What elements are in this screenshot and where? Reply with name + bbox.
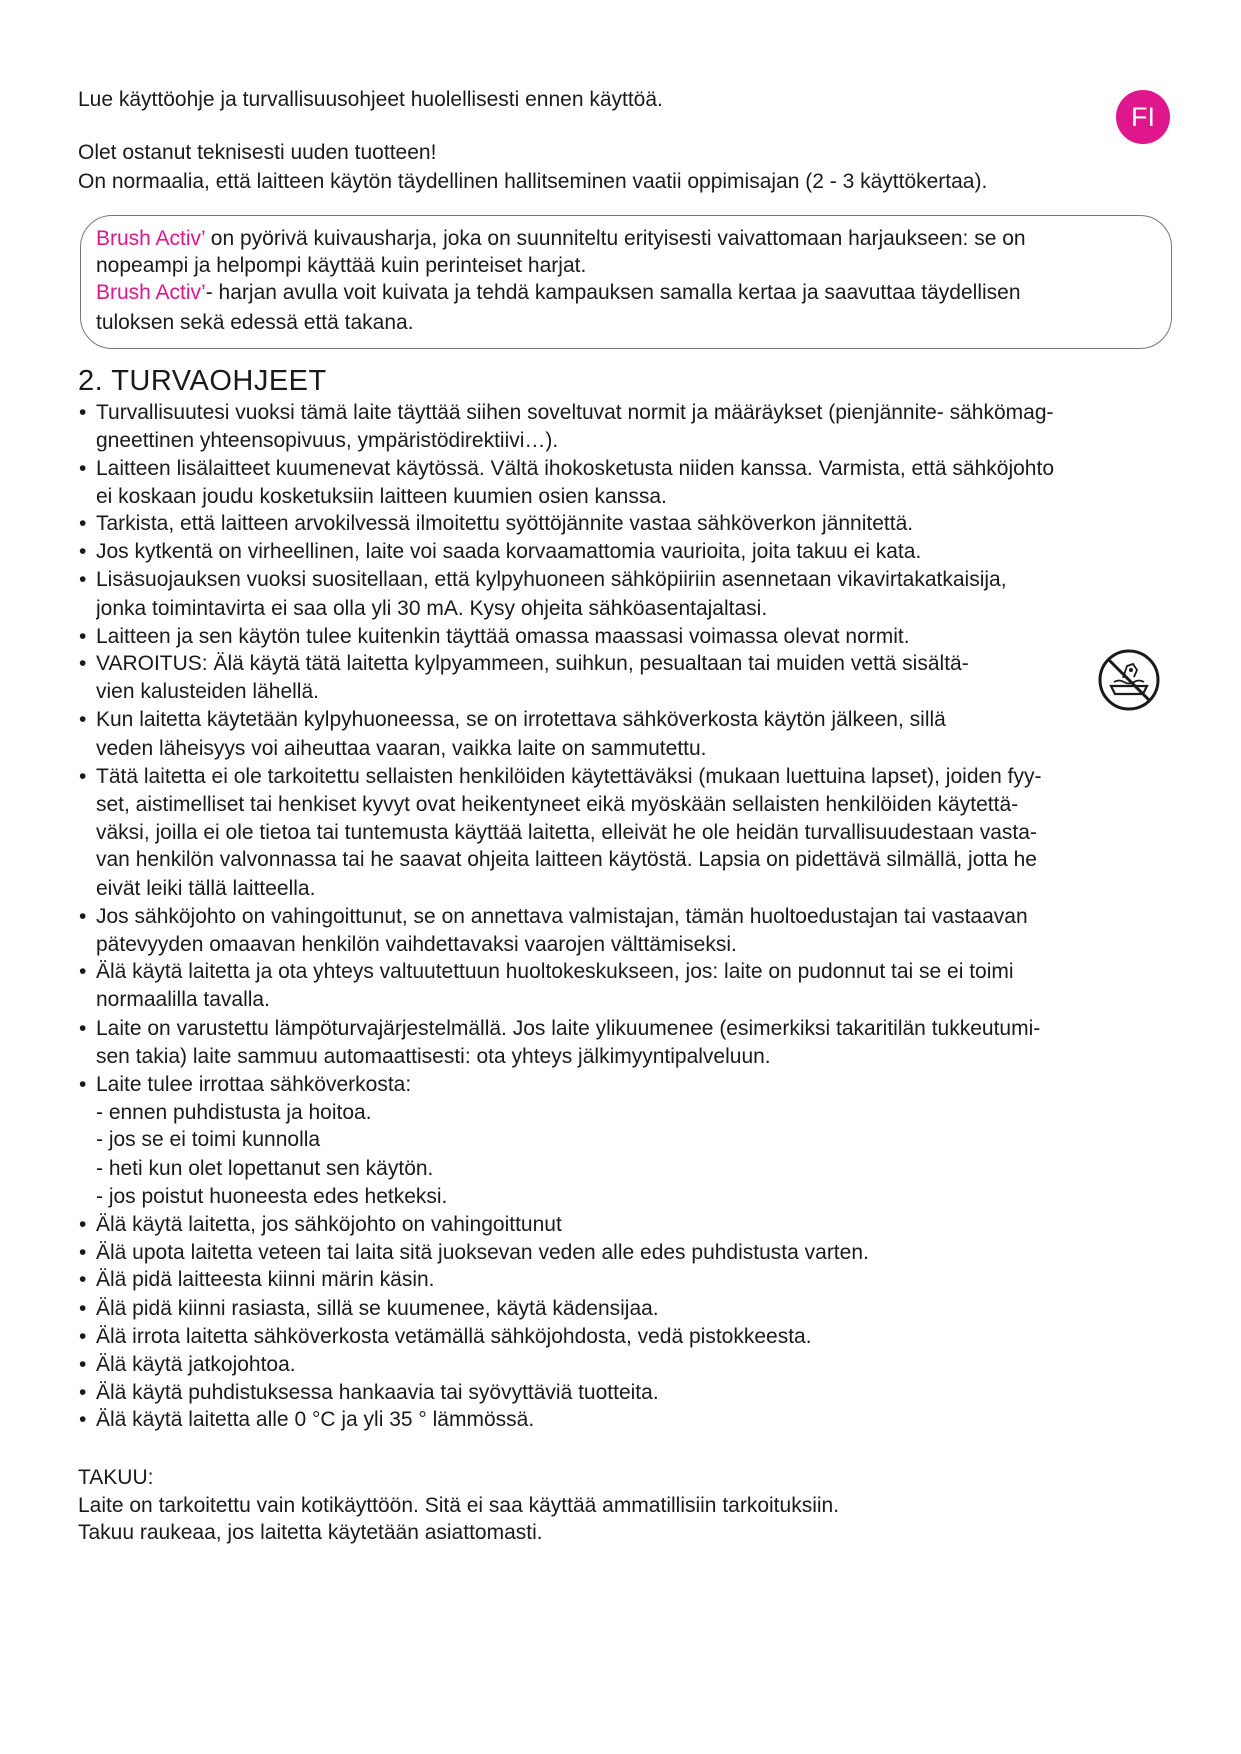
safety-line: • Älä pidä laitteesta kiinni märin käsin. [96, 1266, 1210, 1293]
safety-line: • Älä irrota laitetta sähköverkosta vetämällä sähköjohdosta, vedä pistokkeesta. [96, 1323, 1210, 1350]
safety-line: • Älä käytä puhdistuksessa hankaavia tai syövyttäviä tuotteita. [96, 1379, 1210, 1406]
safety-subline: - heti kun olet lopettanut sen käytön. [96, 1157, 434, 1180]
safety-line: • Jos kytkentä on virheellinen, laite voi saada korvaamattomia vaurioita, joita takuu ei kata. [96, 538, 1210, 565]
safety-line: • Turvallisuutesi vuoksi tämä laite täyttää siihen soveltuvat normit ja määräykset (pienjännite- sähkömag- [96, 399, 1210, 426]
language-badge: FI [1116, 90, 1170, 144]
safety-line: van henkilön valvonnassa tai he saavat ohjeita laitteen käytöstä. Lapsia on pidettävä silmällä, jotta he [96, 848, 1037, 871]
safety-line: pätevyyden omaavan henkilön vaihdettavaksi vaarojen välttämiseksi. [96, 933, 737, 956]
warranty-title: TAKUU: [78, 1466, 154, 1489]
safety-line: • Laitteen ja sen käytön tulee kuitenkin täyttää omassa maassasi voimassa olevat normit. [96, 623, 1210, 650]
safety-line: set, aistimelliset tai henkiset kyvyt ovat heikentyneet eikä myöskään sellaisten henkilöiden käytettä- [96, 793, 1019, 816]
product-box-line-4: tuloksen sekä edessä että takana. [96, 311, 414, 334]
brand-name: Brush Activ’ [96, 227, 205, 250]
safety-line: väksi, joilla ei ole tietoa tai tuntemusta käyttää laitetta, elleivät he ole heidän turvallisuudestaan vasta- [96, 821, 1037, 844]
warranty-home-use: Laite on tarkoitettu vain kotikäyttöön. Sitä ei saa käyttää ammatillisiin tarkoituksiin. [78, 1494, 840, 1517]
product-box-line-2: nopeampi ja helpompi käyttää kuin perinteiset harjat. [96, 254, 587, 277]
no-water-bath-icon [1097, 648, 1161, 712]
intro-read-instructions: Lue käyttöohje ja turvallisuusohjeet huolellisesti ennen käyttöä. [78, 88, 663, 111]
safety-line: ei koskaan joudu kosketuksiin laitteen kuumien osien kanssa. [96, 485, 667, 508]
safety-line: • Älä upota laitetta veteen tai laita sitä juoksevan veden alle edes puhdistusta varten. [96, 1239, 1210, 1266]
safety-line: • Älä pidä kiinni rasiasta, sillä se kuumenee, käytä kädensijaa. [96, 1295, 1210, 1322]
warranty-void: Takuu raukeaa, jos laitetta käytetään asiattomasti. [78, 1521, 543, 1544]
safety-line: • Laitteen lisälaitteet kuumenevat käytössä. Vältä ihokosketusta niiden kanssa. Varmista, että sähköjohto [96, 455, 1210, 482]
safety-line: • Tarkista, että laitteen arvokilvessä ilmoitettu syöttöjännite vastaa sähköverkon jännitettä. [96, 510, 1210, 537]
safety-line: • Älä käytä laitetta, jos sähköjohto on vahingoittunut [96, 1211, 1210, 1238]
product-box-text: - harjan avulla voit kuivata ja tehdä kampauksen samalla kertaa ja saavuttaa täydellisen [205, 281, 1021, 304]
safety-line: • Laite on varustettu lämpöturvajärjestelmällä. Jos laite ylikuumenee (esimerkiksi takaritilän tukkeutumi- [96, 1015, 1210, 1042]
safety-line: • Laite tulee irrottaa sähköverkosta: [96, 1071, 1210, 1098]
safety-line: gneettinen yhteensopivuus, ympäristödirektiivi…). [96, 429, 559, 452]
safety-line: • Kun laitetta käytetään kylpyhuoneessa, se on irrotettava sähköverkosta käytön jälkeen, sillä [96, 706, 1210, 733]
safety-line: jonka toimintavirta ei saa olla yli 30 mA. Kysy ohjeita sähköasentajaltasi. [96, 597, 768, 620]
intro-learning-time: On normaalia, että laitteen käytön täydellinen hallitseminen vaatii oppimisajan (2 - 3 käyttökertaa). [78, 170, 988, 193]
safety-line: • VAROITUS: Älä käytä tätä laitetta kylpyammeen, suihkun, pesualtaan tai muiden vettä sisältä- [96, 650, 1210, 677]
safety-subline: - ennen puhdistusta ja hoitoa. [96, 1101, 372, 1124]
brand-name: Brush Activ’ [96, 281, 206, 304]
safety-line: • Älä käytä laitetta alle 0 °C ja yli 35 ° lämmössä. [96, 1406, 1210, 1433]
safety-line: eivät leiki tällä laitteella. [96, 877, 316, 900]
safety-line: normaalilla tavalla. [96, 988, 270, 1011]
safety-line: • Älä käytä jatkojohtoa. [96, 1351, 1210, 1378]
safety-line: • Älä käytä laitetta ja ota yhteys valtuutettuun huoltokeskukseen, jos: laite on pudonnut tai se ei toimi [96, 958, 1210, 985]
intro-new-product: Olet ostanut teknisesti uuden tuotteen! [78, 141, 437, 164]
safety-line: • Jos sähköjohto on vahingoittunut, se on annettava valmistajan, tämän huoltoedustajan tai vastaavan [96, 903, 1210, 930]
safety-line: veden läheisyys voi aiheuttaa vaaran, vaikka laite on sammutettu. [96, 737, 707, 760]
safety-subline: - jos se ei toimi kunnolla [96, 1128, 321, 1151]
safety-line: sen takia) laite sammuu automaattisesti: ota yhteys jälkimyyntipalveluun. [96, 1045, 771, 1068]
product-box-text: on pyörivä kuivausharja, joka on suunniteltu erityisesti vaivattomaan harjaukseen: se on [204, 227, 1026, 250]
safety-line: • Lisäsuojauksen vuoksi suositellaan, että kylpyhuoneen sähköpiiriin asennetaan vikavirtakatkaisija, [96, 566, 1210, 593]
safety-subline: - jos poistut huoneesta edes hetkeksi. [96, 1185, 448, 1208]
safety-line: • Tätä laitetta ei ole tarkoitettu sellaisten henkilöiden käytettäväksi (mukaan luettuina lapset), joiden fyy- [96, 763, 1210, 790]
safety-line: vien kalusteiden lähellä. [96, 680, 319, 703]
section-title: 2. TURVAOHJEET [78, 365, 327, 397]
